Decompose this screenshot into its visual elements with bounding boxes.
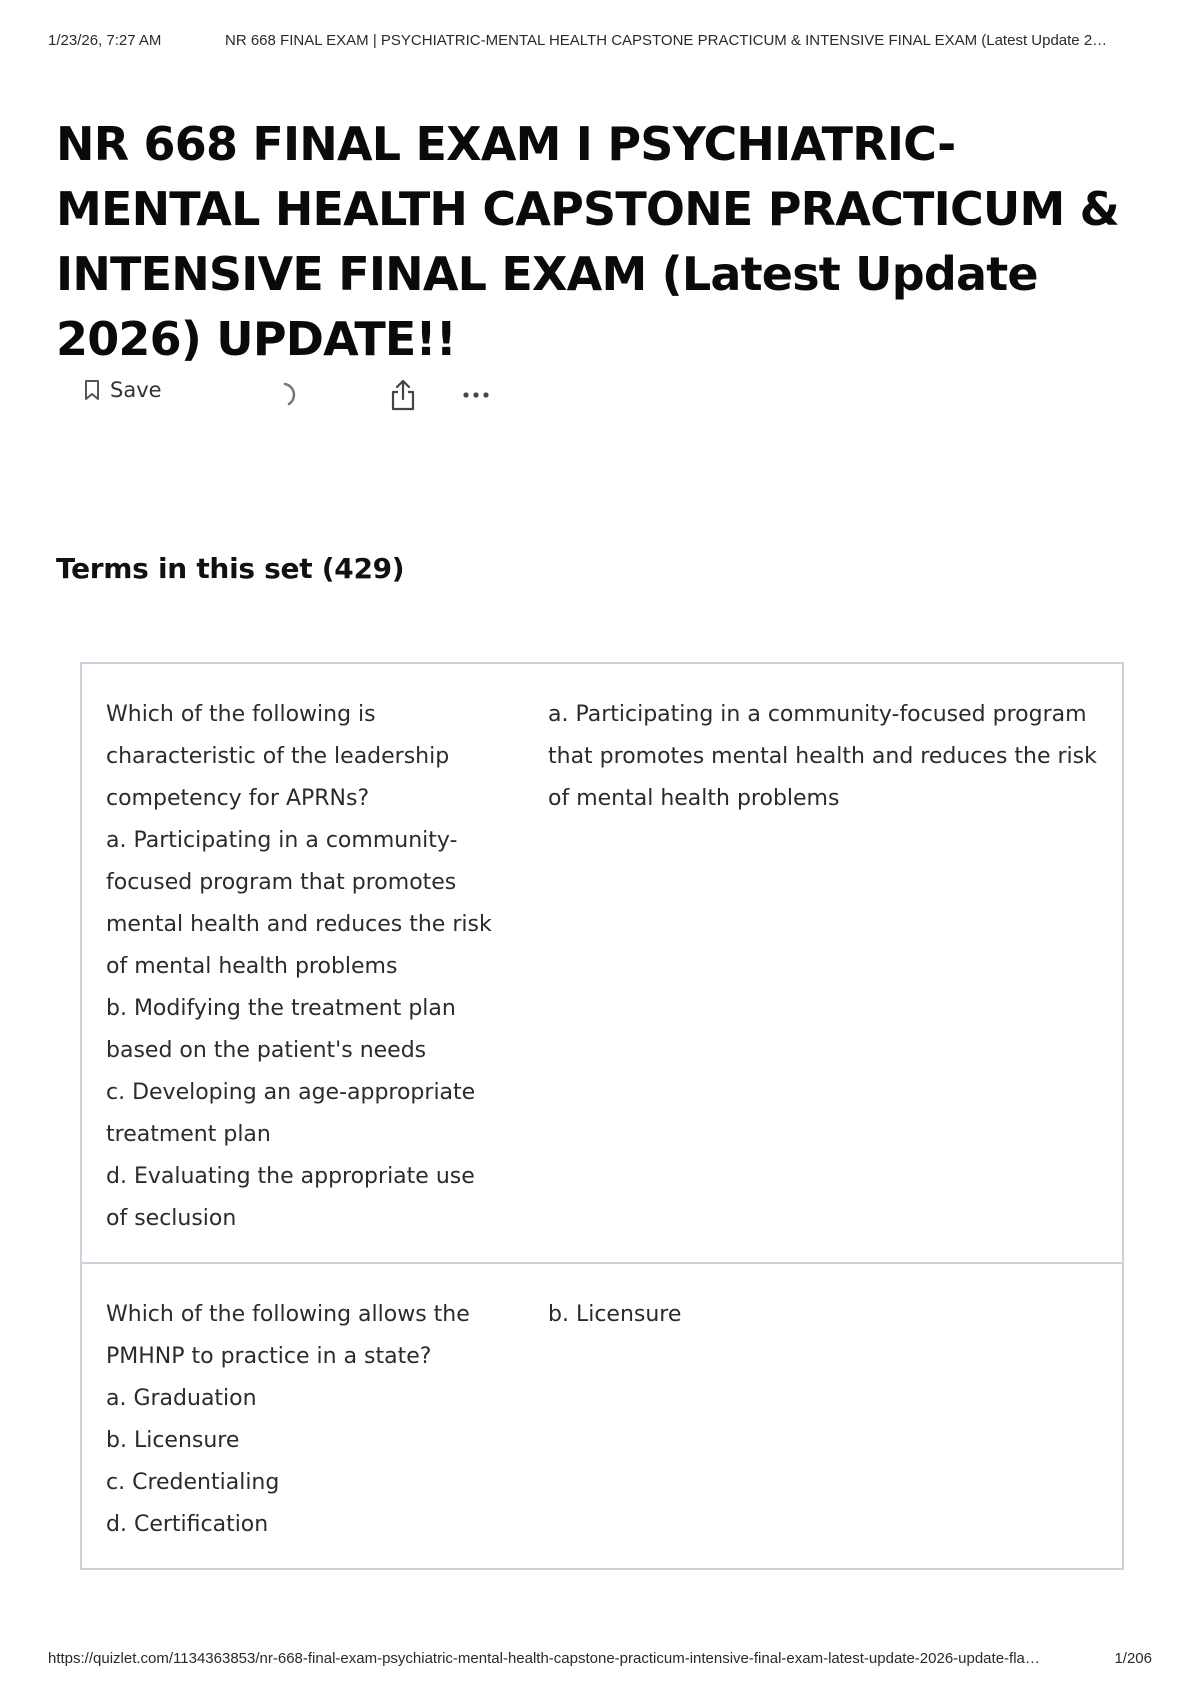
share-icon[interactable] bbox=[388, 378, 418, 412]
print-date: 1/23/26, 7:27 AM bbox=[48, 32, 162, 49]
answer-option: b. Licensure bbox=[106, 1428, 240, 1453]
answer-option: d. Certification bbox=[106, 1512, 269, 1537]
question-text: Which of the following is characteristic of the leadership competency for APRNs? bbox=[106, 702, 450, 811]
print-footer bbox=[48, 1650, 1152, 1670]
answer-option: c. Developing an age-appropriate treatment plan bbox=[106, 1080, 476, 1147]
page-url: https://quizlet.com/1134363853/nr-668-final-exam-psychiatric-mental-health-capstone-practicum-intensive-final-exam-latest-update-2026-update-fla… bbox=[48, 1650, 1040, 1667]
flashcard-definition: a. Participating in a community-focused program that promotes mental health and reduces the risk of mental health problems bbox=[548, 702, 1097, 811]
more-options-icon[interactable] bbox=[458, 378, 494, 412]
flashcard[interactable] bbox=[82, 1262, 1122, 1568]
answer-option: b. Modifying the treatment plan based on the patient's needs bbox=[106, 996, 456, 1063]
answer-option: c. Credentialing bbox=[106, 1470, 280, 1495]
flashcard-term bbox=[106, 1294, 526, 1540]
flashcard[interactable] bbox=[82, 664, 1122, 1262]
save-button-label: Save bbox=[110, 378, 162, 402]
page-number: 1/206 bbox=[1114, 1650, 1152, 1667]
print-document-title: NR 668 FINAL EXAM | PSYCHIATRIC-MENTAL HEALTH CAPSTONE PRACTICUM & INTENSIVE FINAL EXAM (Latest Update 2… bbox=[225, 32, 1108, 49]
answer-option: a. Participating in a community-focused program that promotes mental health and reduces the risk of mental health problems bbox=[106, 828, 492, 979]
flashcard-list bbox=[80, 662, 1124, 1570]
bookmark-icon bbox=[84, 379, 100, 401]
loading-spinner-icon bbox=[270, 380, 300, 410]
print-header bbox=[48, 32, 1152, 52]
flashcard-definition: b. Licensure bbox=[548, 1302, 682, 1327]
answer-option: a. Graduation bbox=[106, 1386, 257, 1411]
question-text: Which of the following allows the PMHNP to practice in a state? bbox=[106, 1302, 470, 1369]
page-title: NR 668 FINAL EXAM I PSYCHIATRIC-MENTAL HEALTH CAPSTONE PRACTICUM & INTENSIVE FINAL EXAM (Latest Update 2026) UPDATE!! bbox=[56, 117, 1119, 366]
set-toolbar bbox=[84, 378, 504, 412]
terms-count-heading: Terms in this set (429) bbox=[56, 552, 405, 585]
answer-option: d. Evaluating the appropriate use of seclusion bbox=[106, 1164, 475, 1231]
save-button[interactable] bbox=[84, 378, 162, 402]
flashcard-term bbox=[106, 694, 526, 1234]
